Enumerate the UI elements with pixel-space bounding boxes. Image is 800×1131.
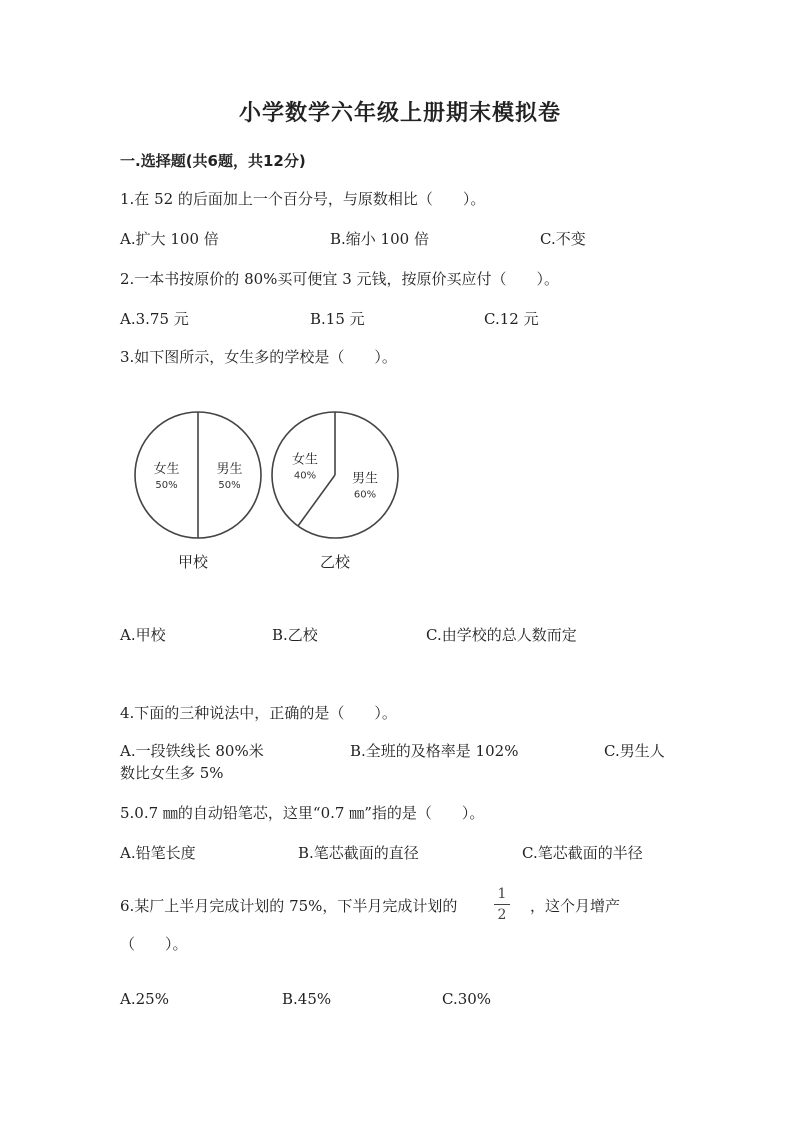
question-2-option-b: B.15 元: [310, 310, 365, 328]
question-3-stem: 3.如下图所示，女生多的学校是（ ）。: [120, 348, 397, 366]
pie-chart-yi-name: 乙校: [319, 553, 351, 571]
question-1-stem: 1.在 52 的后面加上一个百分号，与原数相比（ ）。: [120, 190, 486, 208]
question-3-option-c: C.由学校的总人数而定: [426, 626, 577, 644]
pie-chart-yi: [272, 412, 398, 538]
question-1-option-b: B.缩小 100 倍: [330, 230, 429, 248]
pie-slice-label: 女生: [291, 452, 319, 468]
question-6-answer-blank: （ ）。: [120, 935, 188, 953]
pie-chart-jia: [135, 412, 261, 538]
pie-slice-percent: 40%: [293, 470, 317, 482]
section-heading: 一.选择题(共6题，共12分): [120, 152, 306, 170]
question-1-option-a: A.扩大 100 倍: [120, 230, 219, 248]
pie-slice-label: 男生: [216, 462, 243, 477]
pie-slice-percent: 50%: [218, 480, 241, 491]
question-4-stem: 4.下面的三种说法中，正确的是（ ）。: [120, 704, 397, 722]
question-4-option-a: A.一段铁线长 80%米: [120, 742, 264, 760]
question-5-stem: 5.0.7 ㎜的自动铅笔芯，这里“0.7 ㎜”指的是（ ）。: [120, 804, 485, 822]
question-5-option-c: C.笔芯截面的半径: [522, 844, 643, 862]
fraction-one-half: [492, 885, 512, 924]
fraction-bar: [494, 904, 510, 905]
question-6-option-b: B.45%: [282, 990, 332, 1008]
pie-slice-percent: 50%: [155, 480, 178, 491]
question-2-option-a: A.3.75 元: [120, 310, 189, 328]
question-3-option-a: A.甲校: [120, 626, 166, 644]
question-6-stem: 6.某厂上半月完成计划的 75%，下半月完成计划的: [120, 897, 458, 915]
question-1-option-c: C.不变: [540, 230, 586, 248]
question-6-option-c: C.30%: [442, 990, 492, 1008]
question-2-option-c: C.12 元: [484, 310, 539, 328]
question-5-option-a: A.铅笔长度: [120, 844, 196, 862]
pie-charts-figure: [120, 400, 420, 585]
question-5-option-b: B.笔芯截面的直径: [298, 844, 419, 862]
question-6-option-a: A.25%: [120, 990, 169, 1008]
page-title: 小学数学六年级上册期末模拟卷: [238, 101, 561, 126]
pie-slice-label: 男生: [351, 471, 379, 487]
pie-slice-percent: 60%: [353, 489, 377, 501]
question-2-stem: 2.一本书按原价的 80%买可便宜 3 元钱，按原价买应付（ ）。: [120, 270, 560, 288]
question-4-option-b: B.全班的及格率是 102%: [350, 742, 519, 760]
fraction-denominator: 2: [497, 907, 507, 923]
question-4-option-c: C.男生人: [604, 742, 665, 760]
pie-chart-jia-name: 甲校: [177, 553, 209, 571]
question-4-option-c-continuation: 数比女生多 5%: [120, 764, 224, 782]
pie-slice-label: 女生: [153, 462, 180, 477]
question-3-option-b: B.乙校: [272, 626, 318, 644]
question-6-stem-continued: ，这个月增产: [530, 897, 621, 915]
fraction-numerator: 1: [497, 886, 507, 902]
